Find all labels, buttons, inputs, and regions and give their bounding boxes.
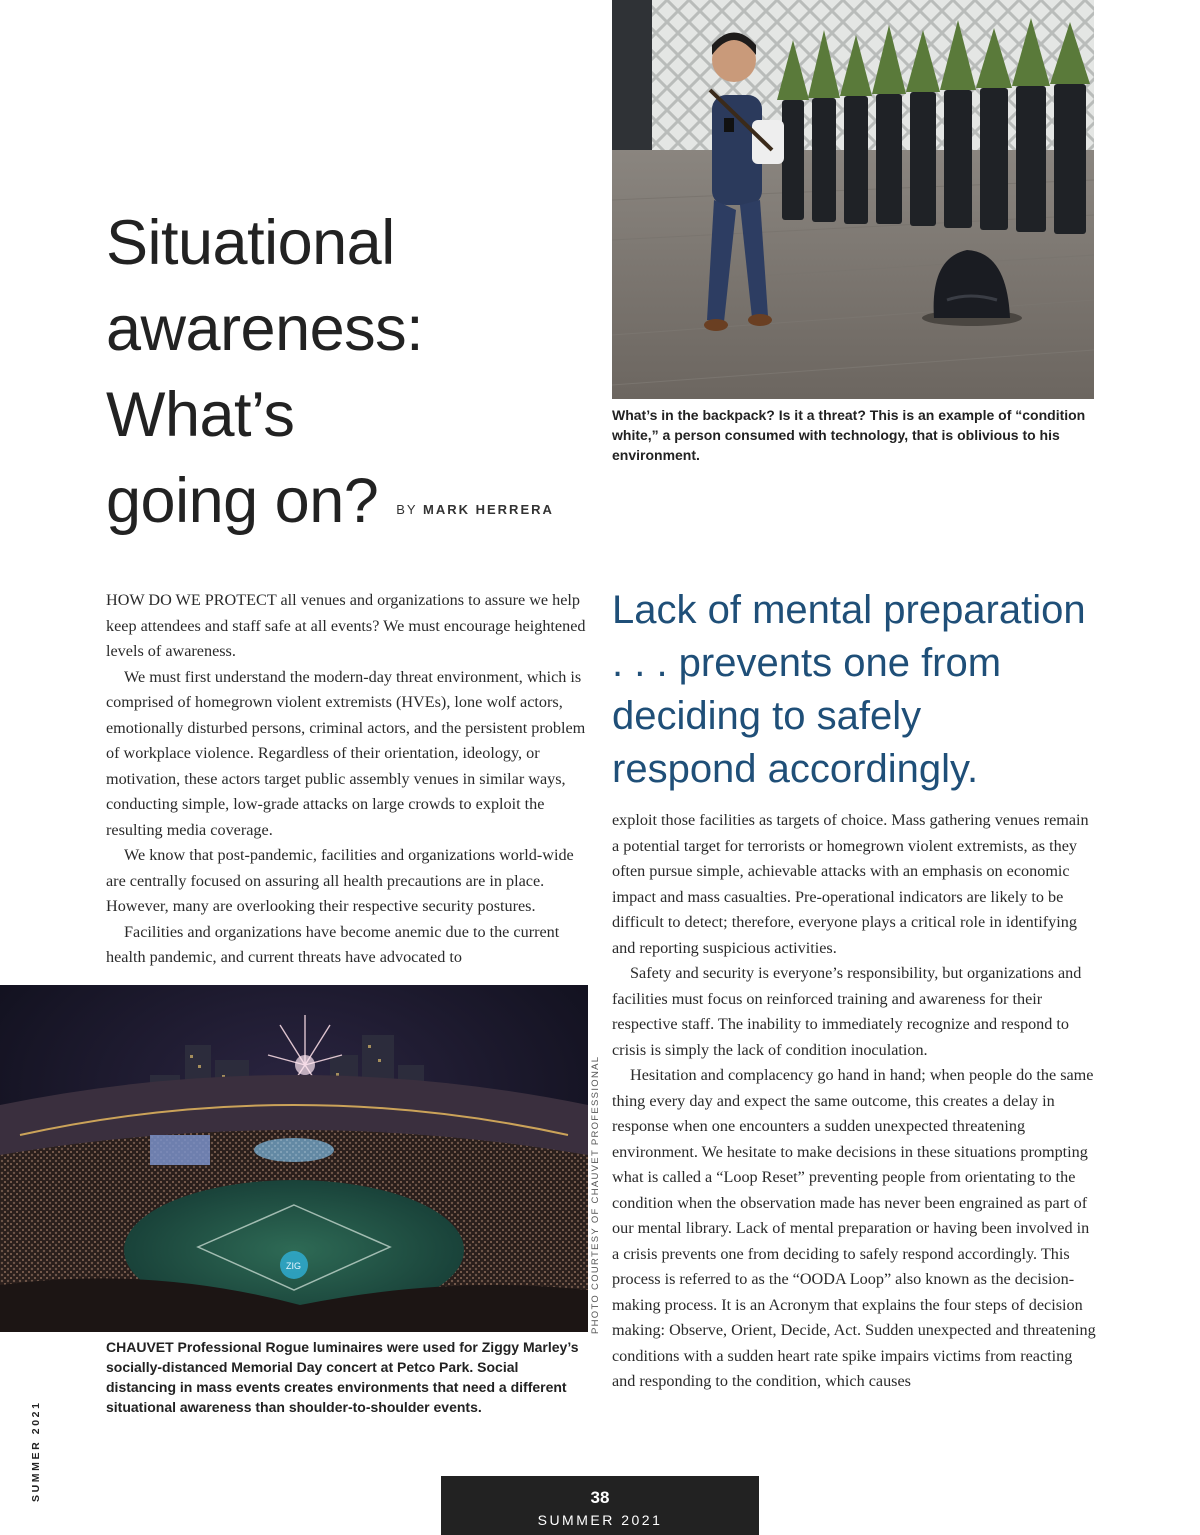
body-paragraph: Facilities and organizations have become anemic due to the current health pandemic, and current threats have advocated to <box>106 922 560 966</box>
body-paragraph: Safety and security is everyone’s responsibility, but organizations and facilities must focus on reinforced training and awareness for their respective staff. The inability to immediately recognize and respond to crisis is simply the lack of condition inoculation. <box>612 964 1082 1059</box>
pull-quote-line: . . . prevents one from <box>612 641 1002 685</box>
body-paragraph: exploit those facilities as targets of choice. Mass gathering venues remain a potential target for terrorists or homegrown violent extremists, as they often pursue simple, achievable attacks with an emphasis on economic impact and mass casualties. Pre-operational indicators are likely to be difficult to detect; therefore, everyone plays a critical role in identifying and reporting suspicious activities. <box>612 811 1089 957</box>
title-line-last <box>106 458 586 553</box>
field-logo-text: ZIG <box>286 1261 301 1271</box>
body-paragraph: HOW DO WE PROTECT all venues and organizations to assure we help keep attendees and staff safe at all events? We must encourage heightened levels of awareness. <box>106 591 586 660</box>
side-issue-label-text: SUMMER 2021 <box>30 1400 42 1502</box>
page-footer <box>441 1476 759 1535</box>
footer-issue: SUMMER 2021 <box>537 1512 663 1528</box>
body-paragraph: We must first understand the modern-day threat environment, which is comprised of homegrown violent extremists (HVEs), lone wolf actors, emotionally disturbed persons, criminal actors, and the persistent problem of workplace violence. Regardless of their orientation, ideology, or motivation, these actors target public assembly venues in similar ways, conducting simple, low-grade attacks on large crowds to exploit the resulting media coverage. <box>106 667 586 839</box>
pull-quote <box>612 584 1102 796</box>
title-line: Situational <box>106 208 395 278</box>
body-paragraph: We know that post-pandemic, facilities and organizations world-wide are centrally focused on assuring all health precautions are in place. However, many are overlooking their respective security postures. <box>106 846 574 915</box>
stadium-photo-illustration <box>0 985 588 1332</box>
pull-quote-line: respond accordingly. <box>612 747 979 791</box>
backpack-photo-illustration <box>612 0 1094 399</box>
article-title <box>106 200 586 553</box>
body-paragraph: Hesitation and complacency go hand in hand; when people do the same thing every day and expect the same outcome, this creates a delay in response when one encounters a sudden unexpected threatening environment. We hesitate to make decisions in these situations prompting what is called a “Loop Reset” preventing people from orientating to the condition when the observation made has never been engrained as part of our mental library. Lack of mental preparation or having been involved in a crisis prevents one from deciding to safely respond accordingly. This process is referred to as the “OODA Loop” also known as the decision-making process. It is an Acronym that explains the four steps of decision making: Observe, Orient, Decide, Act. Sudden unexpected and threatening conditions with a sudden heart rate spike impairs victims from reacting and responding to the condition, which causes <box>612 1066 1096 1390</box>
pull-quote-line: Lack of mental preparation <box>612 588 1086 632</box>
stadium-photo-caption: CHAUVET Professional Rogue luminaires were used for Ziggy Marley’s socially-distanced Memorial Day concert at Petco Park. Social distancing in mass events creates environments that need a different situational awareness than shoulder-to-shoulder events. <box>106 1339 579 1415</box>
stadium-concert-photo <box>0 985 588 1332</box>
title-line: awareness: <box>106 294 424 364</box>
page-number: 38 <box>590 1488 610 1507</box>
backpack-photo <box>612 0 1094 399</box>
body-column-right <box>612 808 1096 1395</box>
backpack-photo-caption: What’s in the backpack? Is it a threat? This is an example of “condition white,” a person consumed with technology, that is oblivious to his environment. <box>612 407 1086 463</box>
title-line-text: going on? <box>106 466 379 536</box>
byline-prefix: BY <box>396 502 418 517</box>
side-issue-label <box>28 1400 46 1502</box>
pull-quote-line: deciding to safely <box>612 694 922 738</box>
byline-author: MARK HERRERA <box>423 502 554 517</box>
title-line: What’s <box>106 380 295 450</box>
photo-credit <box>586 1055 606 1334</box>
body-column-left <box>106 588 588 971</box>
photo-credit-text: PHOTO COURTESY OF CHAUVET PROFESSIONAL <box>590 1055 601 1334</box>
byline <box>396 502 554 517</box>
